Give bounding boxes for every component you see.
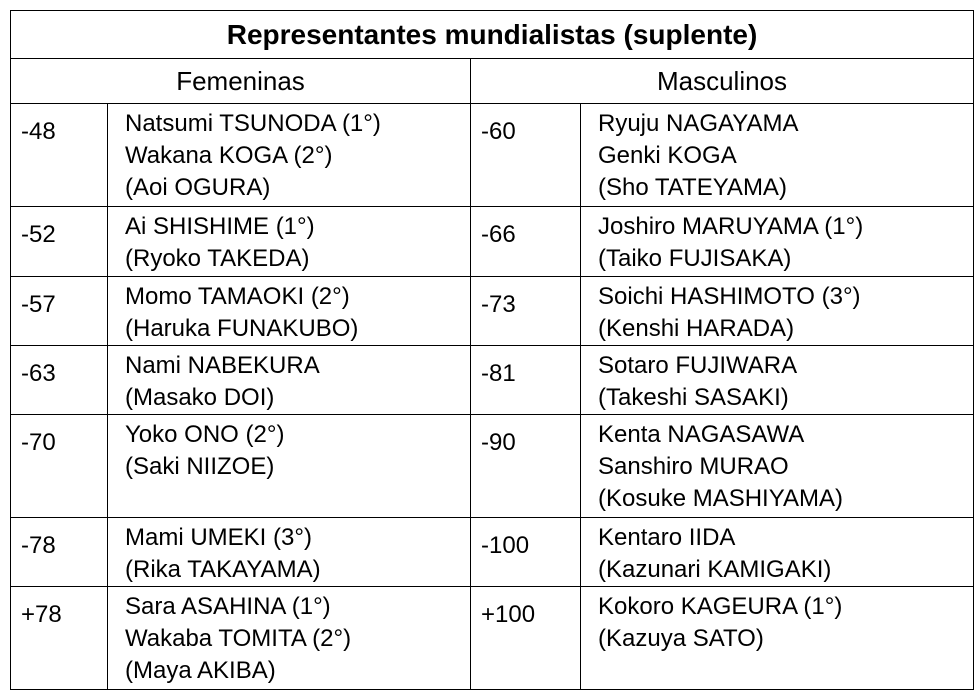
athlete-name: (Masako DOI) <box>125 384 275 411</box>
men-header: Masculinos <box>471 59 974 104</box>
athlete-name: Kokoro KAGEURA (1°) <box>598 593 843 620</box>
athlete-name: Kentaro IIDA <box>598 524 736 551</box>
athlete-name: Kenta NAGASAWA <box>598 421 805 448</box>
men-names <box>581 518 974 587</box>
athlete-name: (Kosuke MASHIYAMA) <box>598 485 843 512</box>
men-names <box>581 207 974 277</box>
women-names <box>108 415 471 518</box>
women-names <box>108 277 471 346</box>
men-names <box>581 277 974 346</box>
athlete-name: Ai SHISHIME (1°) <box>125 213 315 240</box>
athlete-name: Mami UMEKI (3°) <box>125 524 312 551</box>
table-row <box>11 277 974 346</box>
women-category: -52 <box>11 207 108 277</box>
women-header: Femeninas <box>11 59 471 104</box>
women-names <box>108 207 471 277</box>
athlete-name: Sotaro FUJIWARA <box>598 352 798 379</box>
athlete-name: Sanshiro MURAO <box>598 453 789 480</box>
athlete-name: Momo TAMAOKI (2°) <box>125 283 350 310</box>
athlete-name: Yoko ONO (2°) <box>125 421 285 448</box>
athlete-name: Wakana KOGA (2°) <box>125 142 333 169</box>
men-names <box>581 346 974 415</box>
athlete-name: (Haruka FUNAKUBO) <box>125 315 359 342</box>
women-category: +78 <box>11 587 108 690</box>
women-category: -57 <box>11 277 108 346</box>
men-category: +100 <box>471 587 581 690</box>
athlete-name: Nami NABEKURA <box>125 352 320 379</box>
athlete-name: Sara ASAHINA (1°) <box>125 593 331 620</box>
men-category: -60 <box>471 104 581 207</box>
athlete-name: (Rika TAKAYAMA) <box>125 556 321 583</box>
table-row <box>11 415 974 518</box>
athlete-name: (Takeshi SASAKI) <box>598 384 789 411</box>
table-title: Representantes mundialistas (suplente) <box>11 11 974 59</box>
men-category: -81 <box>471 346 581 415</box>
table-row <box>11 207 974 277</box>
athlete-name: Wakaba TOMITA (2°) <box>125 625 352 652</box>
athlete-name: (Sho TATEYAMA) <box>598 174 787 201</box>
table-row <box>11 104 974 207</box>
athlete-name: Genki KOGA <box>598 142 737 169</box>
athlete-name: (Kazunari KAMIGAKI) <box>598 556 832 583</box>
women-names <box>108 518 471 587</box>
women-names <box>108 104 471 207</box>
table-row <box>11 518 974 587</box>
athlete-name: (Ryoko TAKEDA) <box>125 245 310 272</box>
roster-table <box>10 10 974 690</box>
table-row <box>11 346 974 415</box>
athlete-name: Joshiro MARUYAMA (1°) <box>598 213 864 240</box>
men-category: -100 <box>471 518 581 587</box>
athlete-name: (Aoi OGURA) <box>125 174 271 201</box>
women-category: -78 <box>11 518 108 587</box>
women-category: -70 <box>11 415 108 518</box>
athlete-name: (Saki NIIZOE) <box>125 453 275 480</box>
men-category: -66 <box>471 207 581 277</box>
women-category: -63 <box>11 346 108 415</box>
men-names <box>581 587 974 690</box>
athlete-name: (Kenshi HARADA) <box>598 315 795 342</box>
men-names <box>581 104 974 207</box>
women-names <box>108 346 471 415</box>
men-category: -90 <box>471 415 581 518</box>
athlete-name: Ryuju NAGAYAMA <box>598 110 799 137</box>
athlete-name: (Taiko FUJISAKA) <box>598 245 792 272</box>
table-row <box>11 587 974 690</box>
athlete-name: Natsumi TSUNODA (1°) <box>125 110 381 137</box>
athlete-name: (Kazuya SATO) <box>598 625 764 652</box>
women-category: -48 <box>11 104 108 207</box>
men-names <box>581 415 974 518</box>
men-category: -73 <box>471 277 581 346</box>
women-names <box>108 587 471 690</box>
athlete-name: (Maya AKIBA) <box>125 657 276 684</box>
athlete-name: Soichi HASHIMOTO (3°) <box>598 283 861 310</box>
